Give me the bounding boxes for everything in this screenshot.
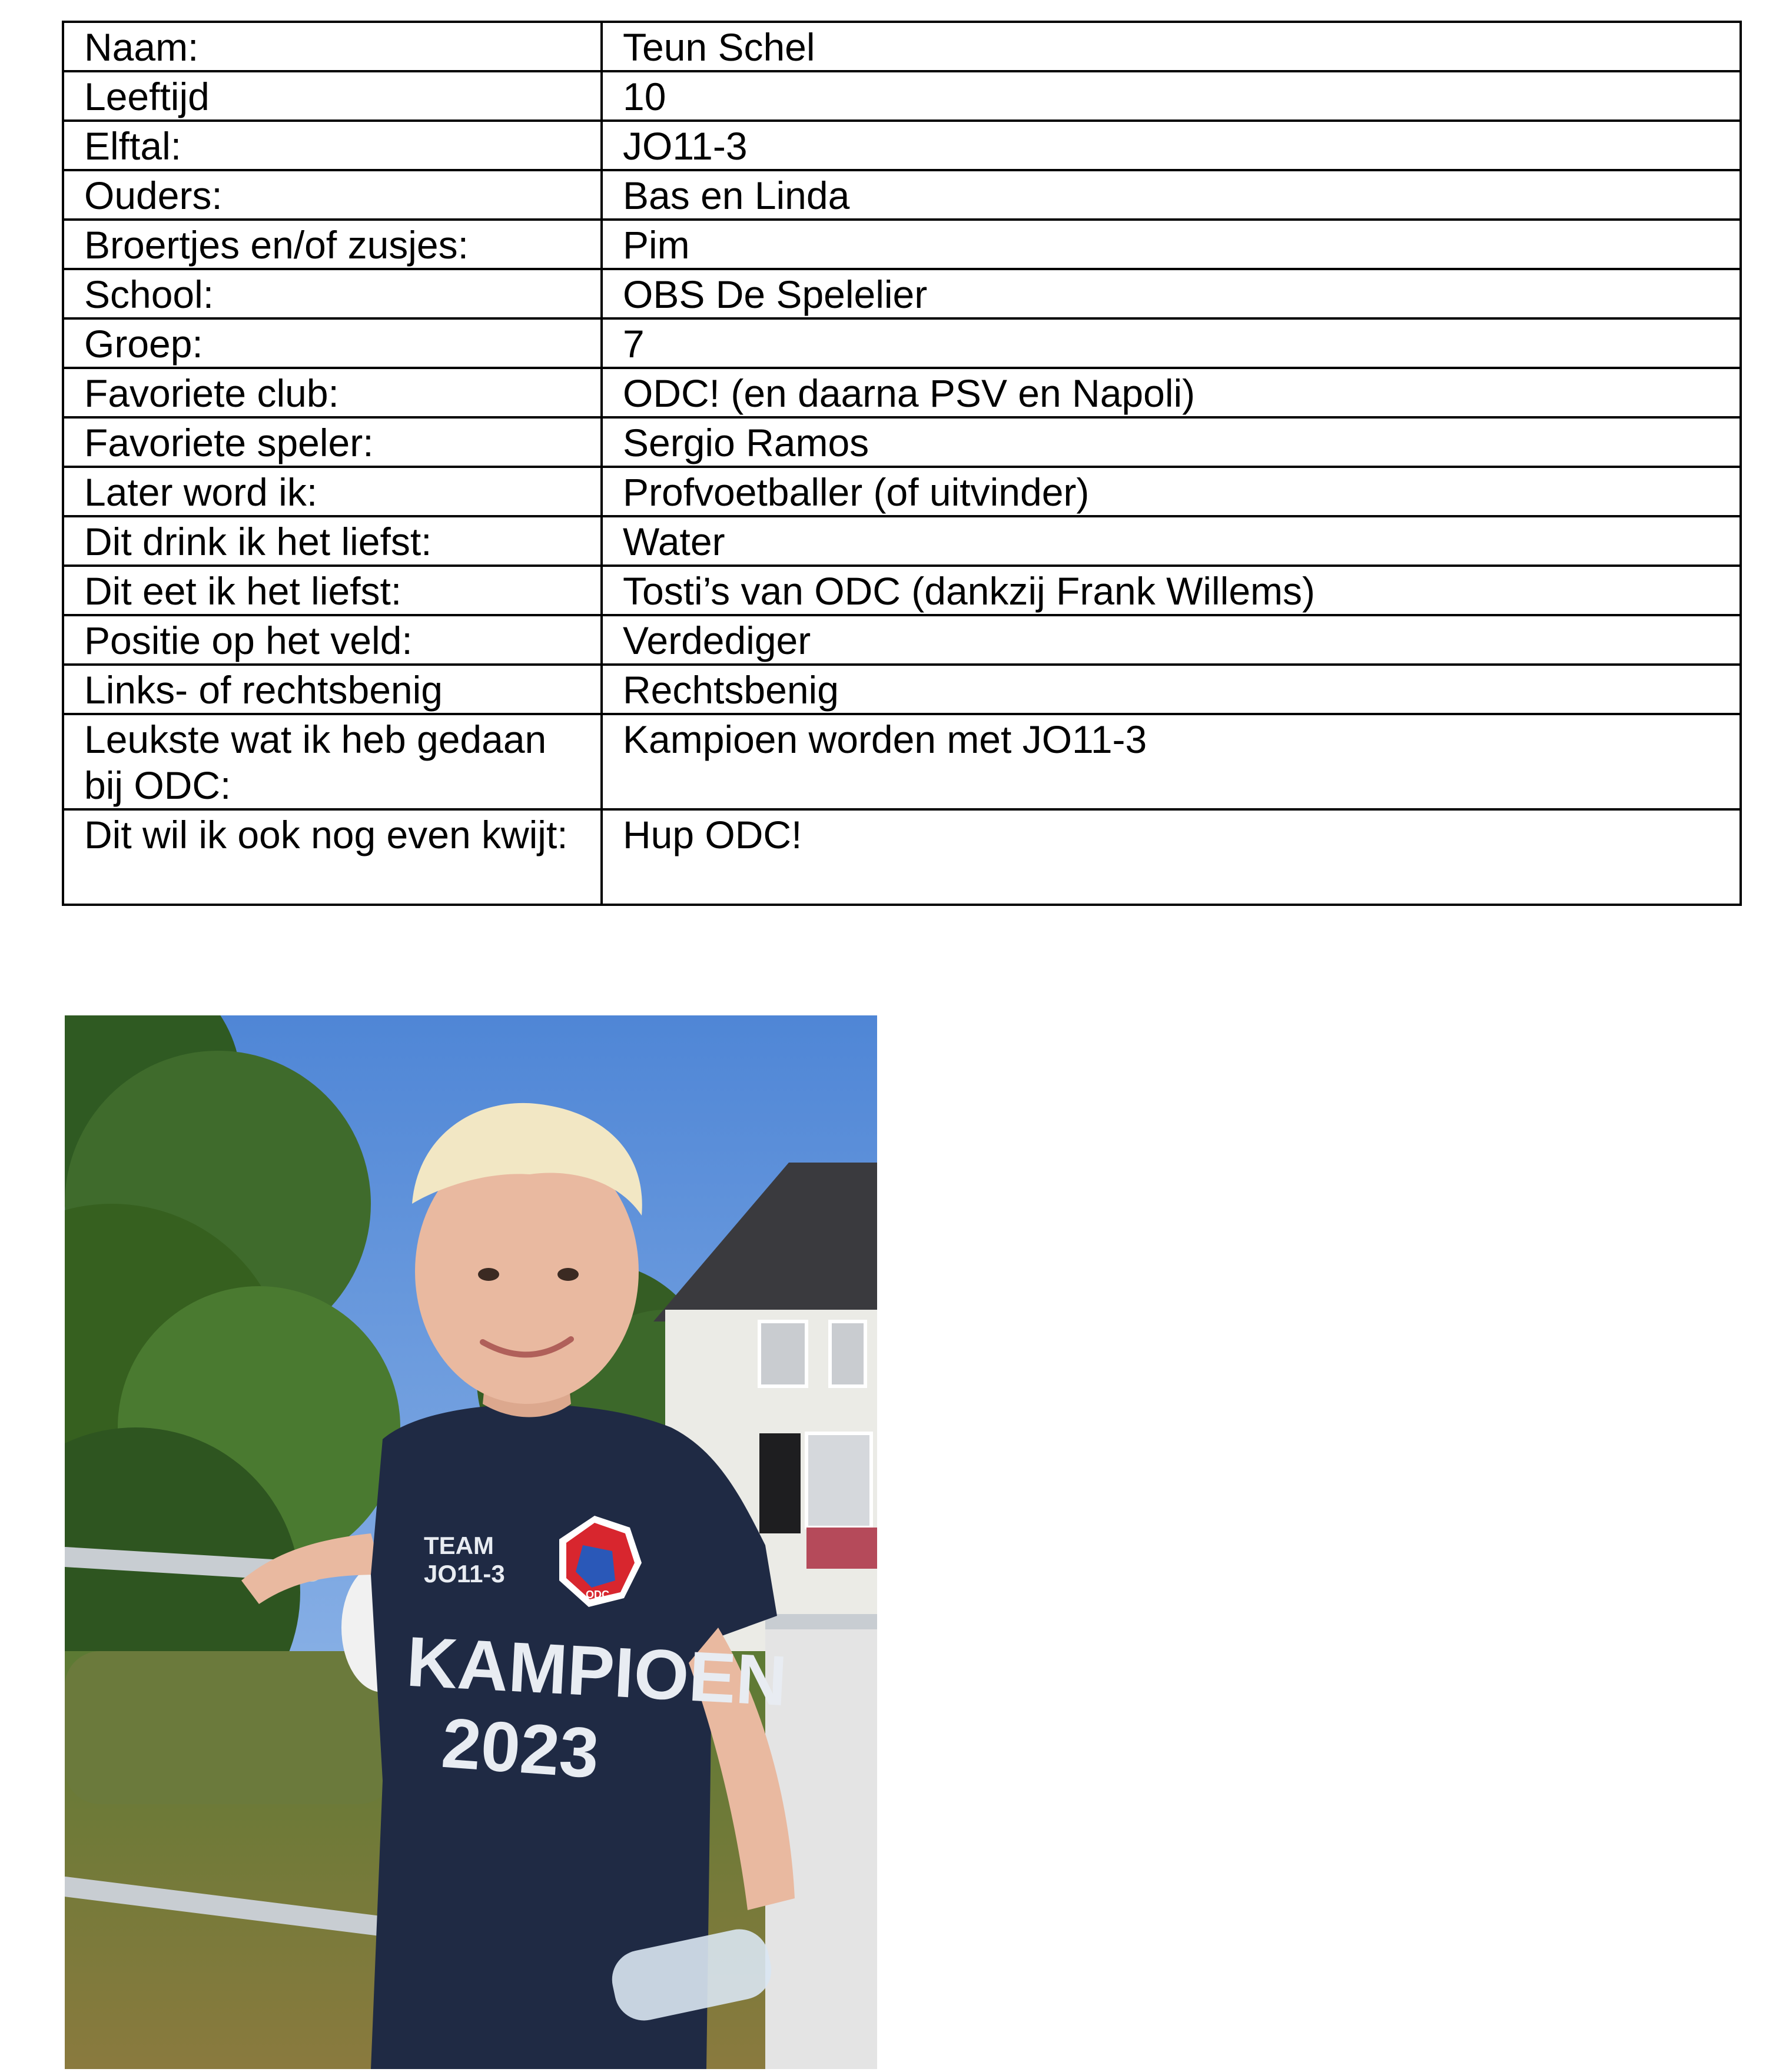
row-label: Leukste wat ik heb gedaan bij ODC: [63,714,602,809]
table-row [63,318,1741,368]
row-label: Broertjes en/of zusjes: [63,220,602,269]
row-value: Rechtsbenig [602,665,1741,714]
table-row [63,417,1741,467]
row-label: Dit wil ik ook nog even kwijt: [63,809,602,905]
table-row [63,566,1741,615]
row-value: Bas en Linda [602,170,1741,220]
hedge [65,1651,394,1804]
row-label: Ouders: [63,170,602,220]
table-row [63,22,1741,71]
row-label: Dit drink ik het liefst: [63,516,602,566]
profile-table [62,21,1742,906]
table-row [63,665,1741,714]
row-label: Later word ik: [63,467,602,516]
row-value: Tosti’s van ODC (dankzij Frank Willems) [602,566,1741,615]
shirt-team-text: TEAM JO11-3 [424,1532,505,1588]
badge-text: ODC [586,1589,609,1601]
table-row [63,170,1741,220]
table-row [63,121,1741,170]
table-row [63,71,1741,121]
row-value: Pim [602,220,1741,269]
row-label: School: [63,269,602,318]
row-label: Elftal: [63,121,602,170]
row-label: Favoriete club: [63,368,602,417]
shirt-year-text: 2023 [439,1703,602,1794]
table-row [63,220,1741,269]
row-value: Profvoetballer (of uitvinder) [602,467,1741,516]
table-row [63,269,1741,318]
table-row [63,516,1741,566]
row-value: Sergio Ramos [602,417,1741,467]
row-label: Links- of rechtsbenig [63,665,602,714]
row-value: JO11-3 [602,121,1741,170]
row-label: Naam: [63,22,602,71]
table-row [63,714,1741,809]
table-row [63,615,1741,665]
row-value: Hup ODC! [602,809,1741,905]
row-value: Teun Schel [602,22,1741,71]
table-row [63,809,1741,905]
row-value: 10 [602,71,1741,121]
row-label: Leeftijd [63,71,602,121]
player-photo-illustration [65,1015,877,2069]
row-value: ODC! (en daarna PSV en Napoli) [602,368,1741,417]
row-value: OBS De Spelelier [602,269,1741,318]
row-value: Kampioen worden met JO11-3 [602,714,1741,809]
row-label: Groep: [63,318,602,368]
table-row [63,467,1741,516]
player-photo [65,1015,877,2069]
row-label: Dit eet ik het liefst: [63,566,602,615]
row-value: Water [602,516,1741,566]
row-value: 7 [602,318,1741,368]
row-value: Verdediger [602,615,1741,665]
shirt-kampioen-text: KAMPIOEN [404,1622,789,1721]
table-row [63,368,1741,417]
row-label: Favoriete speler: [63,417,602,467]
row-label: Positie op het veld: [63,615,602,665]
